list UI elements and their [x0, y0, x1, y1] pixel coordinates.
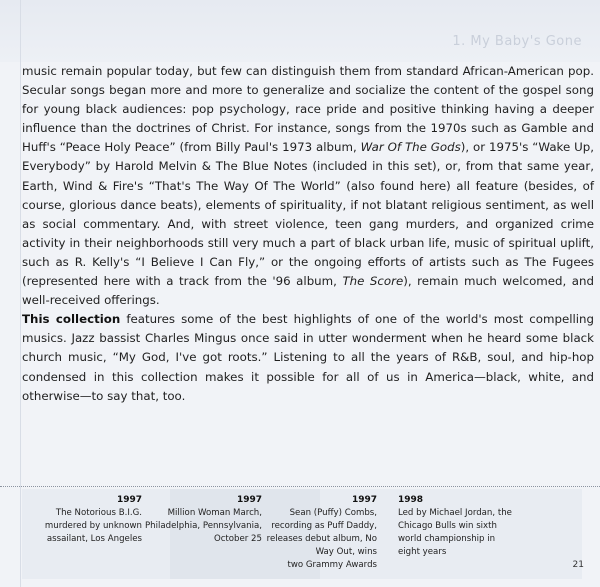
body-text: [22, 62, 594, 406]
timeline-line: Philadelphia, Pennsylvania,: [145, 521, 263, 531]
timeline-line: The Notorious B.I.G.: [55, 508, 142, 518]
timeline-year: 1997: [351, 495, 377, 505]
page-number: 21: [572, 560, 584, 570]
text-run: ), remain much welcomed, and well-received offerings.: [22, 274, 595, 308]
timeline-entry-3: [262, 494, 377, 572]
bleed-through-text: 1. My Baby's Gone: [452, 34, 582, 49]
timeline-line: recording as Puff Daddy,: [271, 521, 377, 531]
paragraph-2: [22, 310, 594, 405]
timeline-entry-4: [398, 494, 528, 559]
timeline-year: 1998: [398, 495, 424, 505]
text-run: ), or 1975's “Wake Up, Everybody” by Harold Melvin & The Blue Notes (included in this set), or, from that same year, Earth, Wind & Fire's “That's The Way Of The World” (also found here) all feature (besides, of course, glorious dance beats), elements of spirituality, if not blatant religious sentiment, as well as social commentary. And, with street violence, teen gang murders, and organized crime activity in their neighborhoods still very much a part of black urban life, music of spiritual uplift, such as R. Kelly's “I Believe I Can Fly,” or the ongoing efforts of artists such as The Fugees (represented here with a track from the '96 album,: [22, 140, 594, 289]
timeline-year: 1997: [236, 495, 262, 505]
text-run: music remain popular today, but few can distinguish them from standard African-American pop. Secular songs began more and more to generalize and socialize the content of the gospel song for young black audiences: pop psychology, race pride and positive thinking having a deeper influence than the doctrines of Christ. For instance, songs from the 1970s such as Gamble and Huff's “Peace Holy Peace” (from Billy Paul's 1973 album,: [22, 64, 594, 155]
timeline-line: Million Woman March,: [167, 508, 262, 518]
timeline-line: Sean (Puffy) Combs,: [289, 508, 377, 518]
timeline-entry-1: [24, 494, 142, 546]
paragraph-1: [22, 62, 594, 310]
timeline-line: world championship in: [398, 534, 496, 544]
timeline-divider: [0, 486, 600, 488]
text-run: features some of the best highlights of one of the world's most compelling musics. Jazz bassist Charles Mingus once said in utter wonderment when he heard some black church music, “My God, I've got roots.” Listening to all the years of R&B, soul, and hip-hop condensed in this collection makes it possible for all of us in America—black, white, and otherwise—to say that, too.: [22, 312, 594, 403]
text-run: This collection: [22, 312, 121, 327]
timeline-line: murdered by unknown: [44, 521, 142, 531]
text-run: The Score: [342, 274, 404, 289]
timeline-line: two Grammy Awards: [287, 560, 377, 570]
timeline-line: Chicago Bulls win sixth: [398, 521, 497, 531]
timeline-year: 1997: [116, 495, 142, 505]
timeline-line: Way Out, wins: [315, 547, 377, 557]
bleed-through-band: [0, 0, 600, 62]
timeline-entry-2: [145, 494, 262, 546]
timeline-line: releases debut album, No: [266, 534, 377, 544]
timeline-line: Led by Michael Jordan, the: [398, 508, 512, 518]
timeline-line: assailant, Los Angeles: [46, 534, 142, 544]
text-run: War Of The Gods: [360, 140, 461, 155]
left-frame-line: [20, 0, 21, 587]
timeline-line: October 25: [213, 534, 262, 544]
timeline-line: eight years: [398, 547, 447, 557]
